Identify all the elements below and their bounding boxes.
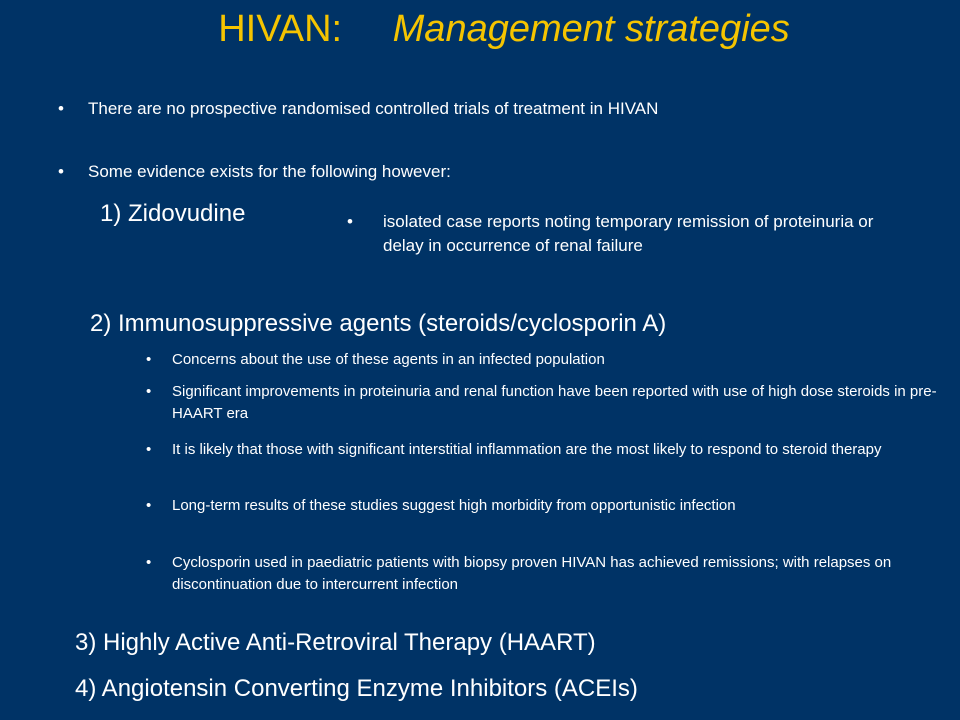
bullet-no-trials (58, 97, 688, 121)
item-acei: 4) Angiotensin Converting Enzyme Inhibitors (ACEIs) (75, 675, 638, 702)
title-hivan: HIVAN: (218, 8, 343, 50)
slide-title (0, 8, 960, 51)
immuno-point (146, 381, 960, 425)
immuno-point (146, 552, 960, 596)
bullet-dot: • (146, 351, 152, 368)
bullet-dot: • (146, 383, 152, 400)
bullet-dot: • (146, 441, 152, 458)
bullet-text: There are no prospective randomised controlled trials of treatment in HIVAN (88, 99, 659, 118)
bullet-text: It is likely that those with significant interstitial inflammation are the most likely to respond to steroid therapy (172, 441, 882, 458)
bullet-dot: • (146, 554, 152, 571)
item-immunosuppressive: 2) Immunosuppressive agents (steroids/cyclosporin A) (90, 310, 667, 337)
item-haart: 3) Highly Active Anti-Retroviral Therapy (HAART) (75, 629, 596, 656)
bullet-dot: • (58, 99, 64, 118)
item-zidovudine: 1) Zidovudine (100, 200, 246, 227)
bullet-some-evidence (58, 160, 788, 184)
bullet-text: Significant improvements in proteinuria and renal function have been reported with use of high dose steroids in pre-HAART era (172, 383, 937, 422)
title-subtitle: Management strategies (392, 8, 790, 50)
zidovudine-note (347, 210, 883, 258)
immuno-point (146, 439, 960, 461)
bullet-dot: • (146, 497, 152, 514)
bullet-text: isolated case reports noting temporary remission of proteinuria or delay in occurrence of renal failure (383, 212, 874, 255)
immuno-point (146, 495, 960, 517)
bullet-text: Cyclosporin used in paediatric patients with biopsy proven HIVAN has achieved remissions; with relapses on discontinuation due to intercurrent infection (172, 554, 892, 593)
bullet-text: Some evidence exists for the following however: (88, 162, 451, 181)
bullet-text: Long-term results of these studies suggest high morbidity from opportunistic infection (172, 497, 736, 514)
bullet-dot: • (347, 212, 353, 231)
bullet-text: Concerns about the use of these agents in an infected population (172, 351, 605, 368)
immuno-point (146, 349, 960, 371)
bullet-dot: • (58, 162, 64, 181)
